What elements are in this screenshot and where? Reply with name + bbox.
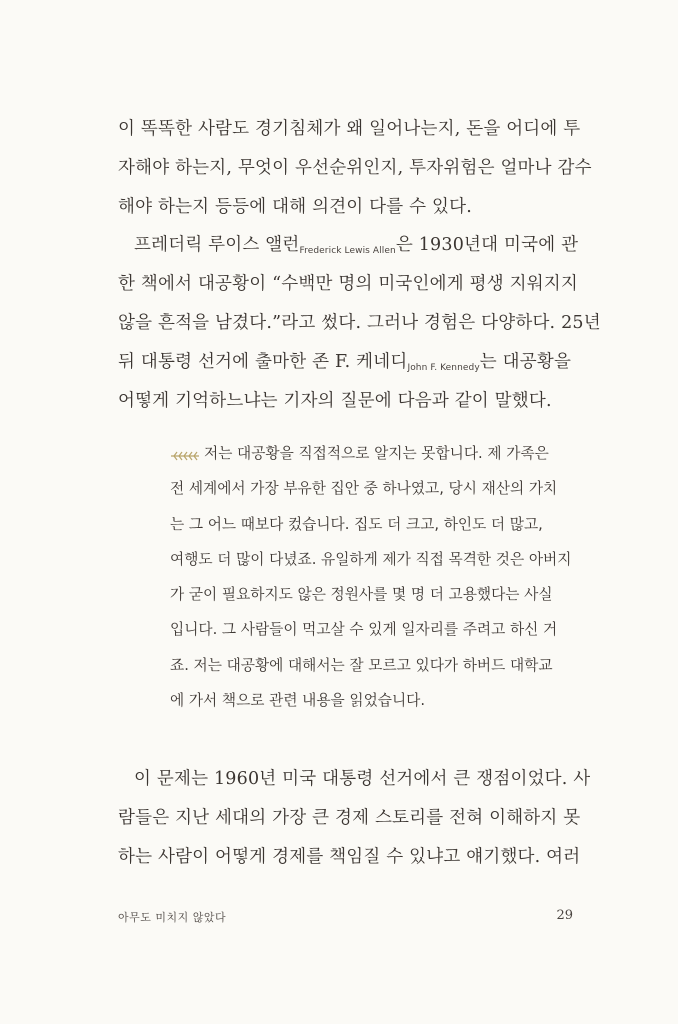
paragraph-2-line-4-after: 는 대공황을 <box>479 351 572 372</box>
kennedy-quote <box>170 436 575 718</box>
paragraph-2-line-5: 어떻게 기억하느냐는 기자의 질문에 다음과 같이 말했다. <box>118 390 552 411</box>
paragraph-2-line-3: 않을 흔적을 남겼다.”라고 썼다. 그러나 경험은 다양하다. 25년 <box>118 312 601 333</box>
quote-line-2: 전 세계에서 가장 부유한 집안 중 하나였고, 당시 재산의 가치 <box>170 480 558 498</box>
quote-line-8: 에 가서 책으로 관련 내용을 읽었습니다. <box>170 692 426 710</box>
quote-line-4: 여행도 더 많이 다녔죠. 유일하게 제가 직접 목격한 것은 아버지 <box>170 550 572 568</box>
paragraph-2-line-4 <box>118 343 578 382</box>
quote-line-3: 는 그 어느 때보다 컸습니다. 집도 더 크고, 하인도 더 많고, <box>170 515 543 533</box>
running-footer-title: 아무도 미치지 않았다 <box>118 911 227 924</box>
paragraph-1-line-2: 자해야 하는지, 무엇이 우선순위인지, 투자위험은 얼마나 감수 <box>118 157 592 178</box>
quote-line-5: 가 굳이 필요하지도 않은 정원사를 몇 명 더 고용했다는 사실 <box>170 586 553 604</box>
paragraph-3-line-2: 람들은 지난 세대의 가장 큰 경제 스토리를 전혀 이해하지 못 <box>118 807 581 828</box>
paragraph-2-line-1-after: 은 1930년대 미국에 관 <box>395 235 579 256</box>
quote-line-7: 죠. 저는 대공황에 대해서는 잘 모르고 있다가 하버드 대학교 <box>170 656 553 674</box>
body-text-top <box>118 110 601 420</box>
laurel-ornament-icon <box>170 440 200 475</box>
paragraph-2-line-4-before: 뒤 대통령 선거에 출마한 존 F. 케네디 <box>118 351 408 372</box>
body-text-bottom <box>118 760 591 876</box>
allen-english-name: Frederick Lewis Allen <box>299 246 396 257</box>
paragraph-2-line-1 <box>118 226 578 265</box>
quote-line-1 <box>170 436 575 471</box>
kennedy-english-name: John F. Kennedy <box>407 362 480 373</box>
paragraph-3-line-1: 이 문제는 1960년 미국 대통령 선거에서 큰 쟁점이었다. 사 <box>134 769 591 789</box>
quote-line-6: 입니다. 그 사람들이 먹고살 수 있게 일자리를 주려고 하신 거 <box>170 621 558 639</box>
paragraph-2-line-2: 한 책에서 대공황이 “수백만 명의 미국인에게 평생 지워지지 <box>118 274 579 295</box>
quote-line-1-text: 저는 대공황을 직접적으로 알지는 못합니다. 제 가족은 <box>204 445 549 462</box>
paragraph-1-line-3: 해야 하는지 등등에 대해 의견이 다를 수 있다. <box>118 196 472 217</box>
paragraph-3-line-3: 하는 사람이 어떻게 경제를 책임질 수 있냐고 얘기했다. 여러 <box>118 846 581 867</box>
page-number: 29 <box>556 908 573 923</box>
paragraph-2-line-1-before: 프레더릭 루이스 앨런 <box>134 235 300 256</box>
paragraph-1-line-1: 이 똑똑한 사람도 경기침체가 왜 일어나는지, 돈을 어디에 투 <box>118 119 581 139</box>
